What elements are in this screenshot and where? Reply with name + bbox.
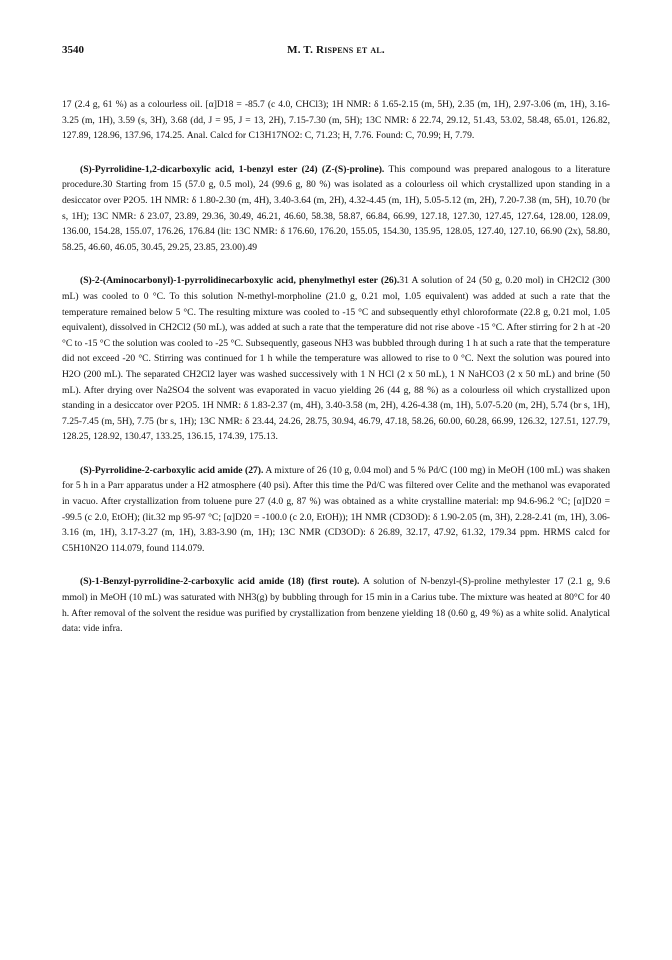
paragraph-compound-27 xyxy=(62,463,610,557)
paragraph-text: A solution of N-benzyl-(S)-proline methylester 17 (2.1 g, 9.6 mmol) in MeOH (10 mL) was saturated with NH3(g) by bubbling through for 15 min in a Carius tube. The mixture was heated at 80°C for 40 h. After removal of the solvent the residue was purified by crystallization from benzene yielding 18 (0.60 g, 49 %) as a white solid. Analytical data: vide infra. xyxy=(62,576,610,635)
paragraph-z-proline xyxy=(62,162,610,256)
compound-heading: (S)-1-Benzyl-pyrrolidine-2-carboxylic acid amide (18) (first route). xyxy=(80,576,360,588)
paragraph-compound-26 xyxy=(62,273,610,445)
paragraph-continuation xyxy=(62,97,610,144)
compound-heading: (S)-Pyrrolidine-2-carboxylic acid amide (27). xyxy=(80,464,264,476)
paragraph-compound-18 xyxy=(62,574,610,636)
article-body xyxy=(62,97,610,637)
paragraph-text: 17 (2.4 g, 61 %) as a colourless oil. [α]D18 = -85.7 (c 4.0, CHCl3); 1H NMR: δ 1.65-2.15 (m, 5H), 2.35 (m, 1H), 2.97-3.06 (m, 1H), 3.16-3.25 (m, 1H), 3.59 (s, 3H), 3.68 (dd, J = 95, J = 13, 2H), 7.15-7.30 (m, 5H); 13C NMR: δ 22.74, 29.12, 51.43, 53.02, 58.48, 65.01, 126.82, 127.89, 128.96, 137.96, 174.25. Anal. Calcd for C13H17NO2: C, 71.23; H, 7.76. Found: C, 70.99; H, 7.79. xyxy=(62,99,610,142)
paragraph-text: A mixture of 26 (10 g, 0.04 mol) and 5 % Pd/C (100 mg) in MeOH (100 mL) was shaken for 5 h in a Parr apparatus under a H2 atmosphere (40 psi). After this time the Pd/C was filtered over Celite and the methanol was evaporated in vacuo. After crystallization from toluene pure 27 (4.0 g, 87 %) was obtained as a white crystalline material: mp 94.6-96.2 °C; [α]D20 = -99.5 (c 2.0, EtOH); (lit.32 mp 95-97 °C; [α]D20 = -100.0 (c 2.0, EtOH)); 1H NMR (CD3OD): δ 1.90-2.05 (m, 3H), 2.28-2.41 (m, 1H), 3.06-3.16 (m, 1H), 3.17-3.27 (m, 1H), 3.83-3.90 (m, 1H); 13C NMR (CD3OD): δ 26.89, 32.17, 47.92, 61.32, 179.34 ppm. HRMS calcd for C5H10N2O 114.079, found 114.079. xyxy=(62,464,610,554)
running-head: M. T. Rispens et al. xyxy=(287,44,385,56)
page-number: 3540 xyxy=(62,44,84,56)
paragraph-text: This compound was prepared analogous to a literature procedure.30 Starting from 15 (57.0 g, 0.5 mol), 24 (99.6 g, 80 %) was isolated as a colourless oil which crystallized upon standing in a desiccator over P2O5. 1H NMR: δ 1.80-2.30 (m, 4H), 3.40-3.64 (m, 2H), 4.32-4.45 (m, 1H), 5.05-5.12 (m, 2H), 7.20-7.38 (m, 5H), 10.70 (br s, 1H); 13C NMR: δ 23.07, 23.89, 29.36, 30.49, 46.21, 46.60, 58.38, 58.87, 66.84, 66.99, 127.18, 127.30, 127.45, 127.64, 128.00, 128.09, 136.00, 154.28, 155.07, 176.26, 176.84 (lit: 13C NMR: δ 176.60, 176.20, 155.05, 154.30, 135.95, 128.05, 127.40, 127.10, 66.90 (2x), 58.80, 58.25, 46.60, 46.05, 30.45, 29.25, 23.85, 23.00).49 xyxy=(62,163,611,253)
compound-heading: (S)-Pyrrolidine-1,2-dicarboxylic acid, 1-benzyl ester (24) (Z-(S)-proline). xyxy=(80,163,385,175)
page-header xyxy=(62,44,610,60)
compound-heading: (S)-2-(Aminocarbonyl)-1-pyrrolidinecarboxylic acid, phenylmethyl ester (26). xyxy=(80,275,400,287)
paragraph-text: 31 A solution of 24 (50 g, 0.20 mol) in CH2Cl2 (300 mL) was cooled to 0 °C. To this solution N-methyl-morpholine (21.0 g, 0.21 mol, 1.05 equivalent) was added at such a rate that the temperature remained below 5 °C. The resulting mixture was cooled to -15 °C and subsequently ethyl chloroformate (22.8 g, 0.21 mol, 1.05 equivalent), dissolved in CH2Cl2 (50 mL), was added at such a rate that the temperature did not rise above -15 °C. After stirring for 2 h at -20 °C to -15 °C the solution was cooled to -25 °C. Subsequently, gaseous NH3 was bubbled through during 1 h at such a rate that the temperature did not exceed -20 °C. Stirring was continued for 1 h while the temperature was allowed to rise to 0 °C. Next the solution was poured into H2O (200 mL). The separated CH2Cl2 layer was washed successively with 1 N HCl (2 x 50 mL), 1 N NaHCO3 (2 x 50 mL) and brine (50 mL). After drying over Na2SO4 the solvent was evaporated in vacuo yielding 26 (44 g, 88 %) as a colourless oil which crystallized upon standing in a desiccator over P2O5. 1H NMR: δ 1.83-2.37 (m, 4H), 3.40-3.58 (m, 2H), 4.26-4.38 (m, 1H), 5.07-5.20 (m, 2H), 5.74 (br s, 1H), 7.25-7.45 (m, 5H), 7.75 (br s, 1H); 13C NMR: δ 23.44, 24.26, 28.75, 30.94, 46.79, 47.18, 58.26, 60.00, 60.28, 66.99, 126.32, 127.51, 127.79, 128.25, 128.92, 130.47, 133.25, 136.15, 174.39, 175.13. xyxy=(62,275,610,443)
